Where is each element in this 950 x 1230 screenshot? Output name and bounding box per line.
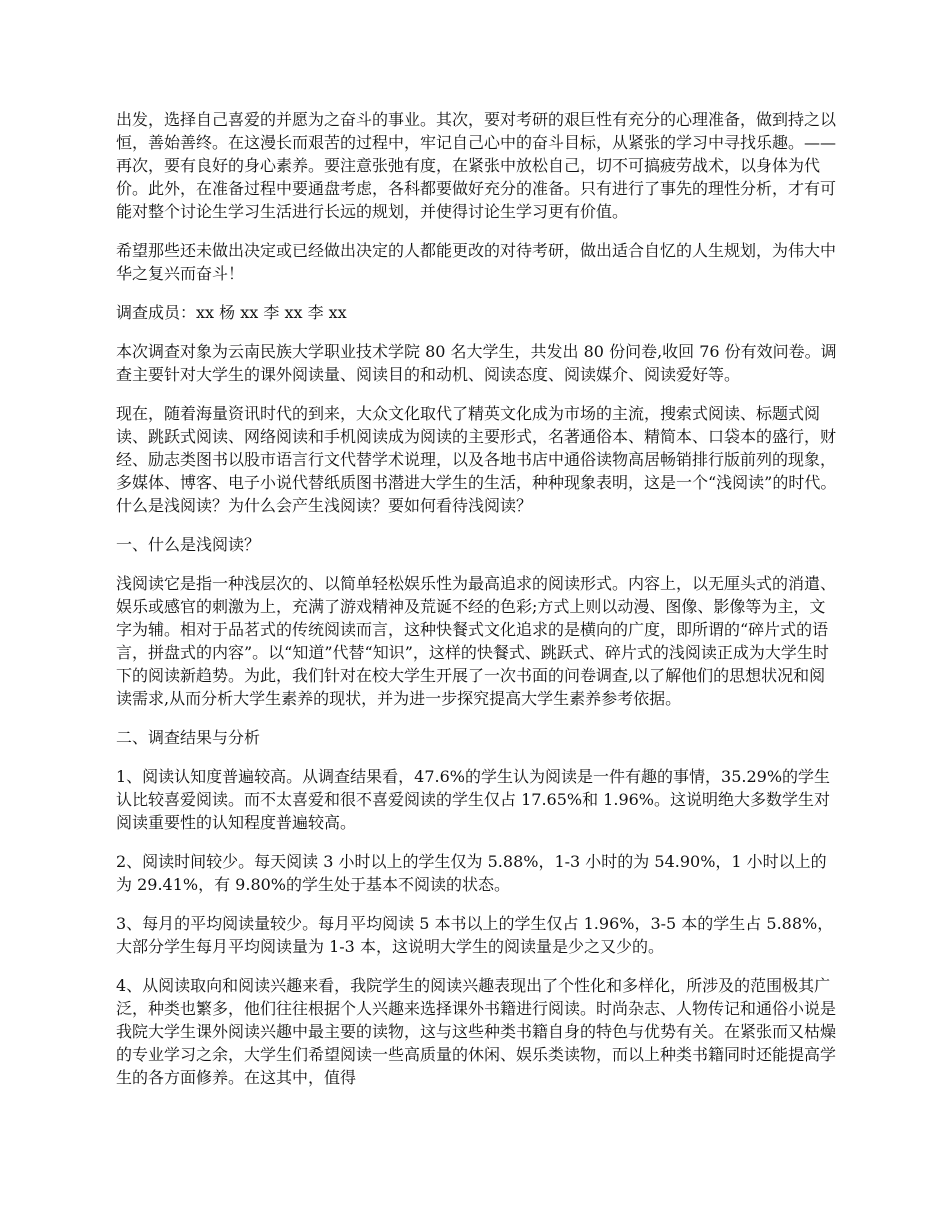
paragraph-background: 现在，随着海量资讯时代的到来，大众文化取代了精英文化成为市场的主流，搜索式阅读、标题式阅读、跳跃式阅读、网络阅读和手机阅读成为阅读的主要形式，名著通俗本、精简本、口袋本的盛行，财经、励志类图书以股市语言行文代替学术说理，以及各地书店中通俗读物高居畅销排行版前列的现象，多媒体、博客、电子小说代替纸质图书潜进大学生的生活，种种现象表明，这是一个“浅阅读”的时代。什么是浅阅读？为什么会产生浅阅读？要如何看待浅阅读？: [116, 404, 837, 515]
paragraph-result-2: 2、阅读时间较少。每天阅读 3 小时以上的学生仅为 5.88%，1-3 小时的为 54.90%，1 小时以上的为 29.41%，有 9.80%的学生处于基本不阅读的状态。: [116, 852, 827, 894]
paragraph-motivation: 出发，选择自己喜爱的并愿为之奋斗的事业。其次，要对考研的艰巨性有充分的心理准备，做到持之以恒，善始善终。在这漫长而艰苦的过程中，牢记自己心中的奋斗目标，从紧张的学习中寻找乐趣。——再次，要有良好的身心素养。要注意张弛有度，在紧张中放松自己，切不可搞疲劳战术，以身体为代价。此外，在准备过程中要通盘考虑，各科都要做好充分的准备。只有进行了事先的理性分析，才有可能对整个讨论生学习生活进行长远的规划，并使得讨论生学习更有价值。: [116, 110, 837, 221]
paragraph-members: 调查成员：xx 杨 xx 李 xx 李 xx: [116, 303, 347, 322]
paragraph-hope: 希望那些还未做出决定或已经做出决定的人都能更改的对待考研，做出适合自忆的人生规划，为伟大中华之复兴而奋斗！: [116, 241, 837, 283]
paragraph-definition: 浅阅读它是指一种浅层次的、以简单轻松娱乐性为最高追求的阅读形式。内容上，以无厘头式的消遣、娱乐或感官的刺激为上，充满了游戏精神及荒诞不经的色彩;方式上则以动漫、图像、影像等为主，文字为辅。相对于品茗式的传统阅读而言，这种快餐式文化追求的是横向的广度，即所谓的“碎片式的语言，拼盘式的内容”。以“知道”代替“知识”，这样的快餐式、跳跃式、碎片式的浅阅读正成为大学生时下的阅读新趋势。为此，我们针对在校大学生开展了一次书面的问卷调查,以了解他们的思想状况和阅读需求,从而分析大学生素养的现状，并为进一步探究提高大学生素养参考依据。: [116, 574, 837, 708]
paragraph-result-3: 3、每月的平均阅读量较少。每月平均阅读 5 本书以上的学生仅占 1.96%，3-5 本的学生占 5.88%，大部分学生每月平均阅读量为 1-3 本，这说明大学生的阅读量是少之又少的。: [116, 914, 834, 956]
paragraph-result-1: 1、阅读认知度普遍较高。从调查结果看，47.6%的学生认为阅读是一件有趣的事情，35.29%的学生认比较喜爱阅读。而不太喜爱和很不喜爱阅读的学生仅占 17.65%和 1.96%。这说明绝大多数学生对阅读重要性的认知程度普遍较高。: [116, 767, 831, 832]
section-heading-2: 二、调查结果与分析: [116, 728, 261, 747]
paragraph-result-4: 4、从阅读取向和阅读兴趣来看，我院学生的阅读兴趣表现出了个性化和多样化，所涉及的范围极其广泛，种类也繁多，他们往往根据个人兴趣来选择课外书籍进行阅读。时尚杂志、人物传记和通俗小说是我院大学生课外阅读兴趣中最主要的读物，这与这些种类书籍自身的特色与优势有关。在紧张而又枯燥的专业学习之余，大学生们希望阅读一些高质量的休闲、娱乐类读物，而以上种类书籍同时还能提高学生的各方面修养。在这其中，值得: [116, 976, 837, 1087]
paragraph-survey-subjects: 本次调查对象为云南民族大学职业技术学院 80 名大学生，共发出 80 份问卷,收回 76 份有效问卷。调查主要针对大学生的课外阅读量、阅读目的和动机、阅读态度、阅读媒介、阅读爱好等。: [116, 342, 837, 384]
section-heading-1: 一、什么是浅阅读？: [116, 535, 261, 554]
